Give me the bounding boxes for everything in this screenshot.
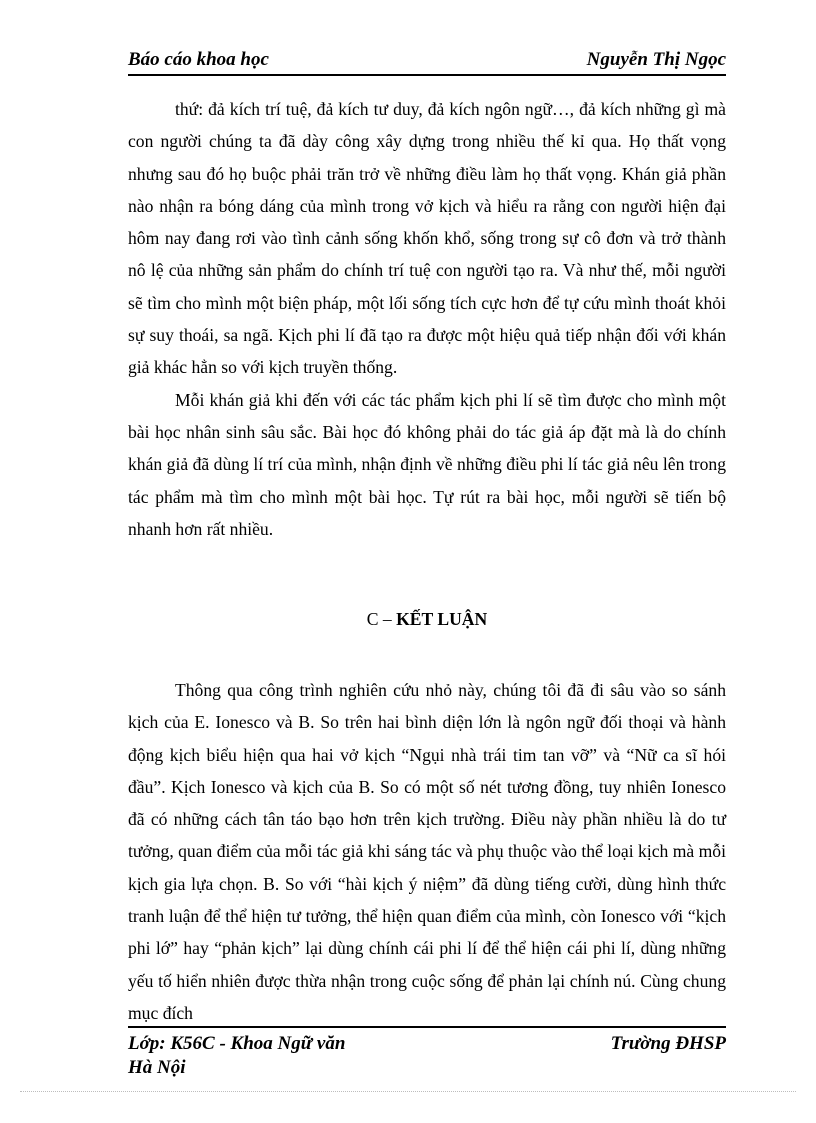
page-header [128, 46, 726, 76]
page-edge-divider [20, 1091, 796, 1092]
page-footer [128, 1026, 726, 1078]
paragraph: Thông qua công trình nghiên cứu nhỏ này, chúng tôi đã đi sâu vào so sánh kịch của E. Ionesco và B. So trên hai bình diện lớn là ngôn ngữ đối thoại và hành động kịch biểu hiện qua hai vở kịch “Ngụi nhà trái tim tan vỡ” và “Nữ ca sĩ hói đầu”. Kịch Ionesco và kịch của B. So có một số nét tương đồng, tuy nhiên Ionesco đã có những cách tân táo bạo hơn trên kịch trường. Điều này phần nhiều là do tư tưởng, quan điểm của mỗi tác giả khi sáng tác và phụ thuộc vào thể loại kịch mà mỗi kịch gia lựa chọn. B. So với “hài kịch ý niệm” đã dùng tiếng cười, dùng hình thức tranh luận để thể hiện tư tưởng, thể hiện quan điểm của mình, còn Ionesco với “kịch phi lớ” hay “phản kịch” lại dùng chính cái phi lí để thể hiện cái phi lí, dùng những yếu tố hiển nhiên được thừa nhận trong cuộc sống để phản lại chính nú. Cùng chung mục đích [128, 680, 726, 1023]
footer-class-line2: Hà Nội [128, 1057, 186, 1078]
paragraph: thứ: đả kích trí tuệ, đả kích tư duy, đả kích ngôn ngữ…, đả kích những gì mà con người chúng ta đã dày công xây dựng trong nhiều thế kỉ qua. Họ thất vọng nhưng sau đó họ buộc phải trăn trở về những điều làm họ thất vọng. Khán giả phần nào nhận ra bóng dáng của mình trong vở kịch và hiểu ra rằng con người hiện đại hôm nay đang rơi vào tình cảnh sống khốn khổ, sống trong sự cô đơn và trở thành nô lệ của những sản phẩm do chính trí tuệ con người tạo ra. Và như thế, mỗi người sẽ tìm cho mình một biện pháp, một lối sống tích cực hơn để tự cứu mình thoát khỏi sự suy thoái, sa ngã. Kịch phi lí đã tạo ra được một hiệu quả tiếp nhận đối với khán giả khác hẳn so với kịch truyền thống. [128, 99, 726, 378]
section-heading [128, 609, 726, 630]
footer-class-line1: Lớp: K56C - Khoa Ngữ văn [128, 1033, 346, 1054]
section-title: KẾT LUẬN [396, 609, 488, 629]
footer-class [128, 1032, 345, 1080]
body-text-top [128, 93, 726, 545]
header-author: Nguyễn Thị Ngọc [586, 49, 726, 70]
body-text-bottom [128, 674, 726, 1029]
section-prefix: C – [366, 609, 397, 629]
footer-school: Trường ĐHSP [610, 1033, 726, 1054]
paragraph: Mỗi khán giả khi đến với các tác phẩm kịch phi lí sẽ tìm được cho mình một bài học nhân sinh sâu sắc. Bài học đó không phải do tác giả áp đặt mà là do chính khán giả đã dùng lí trí của mình, nhận định về những điều phi lí tác giả nêu lên trong tác phẩm mà tìm cho mình một bài học. Tự rút ra bài học, mỗi người sẽ tiến bộ nhanh hơn rất nhiều. [128, 389, 726, 539]
header-report-type: Báo cáo khoa học [128, 49, 269, 70]
